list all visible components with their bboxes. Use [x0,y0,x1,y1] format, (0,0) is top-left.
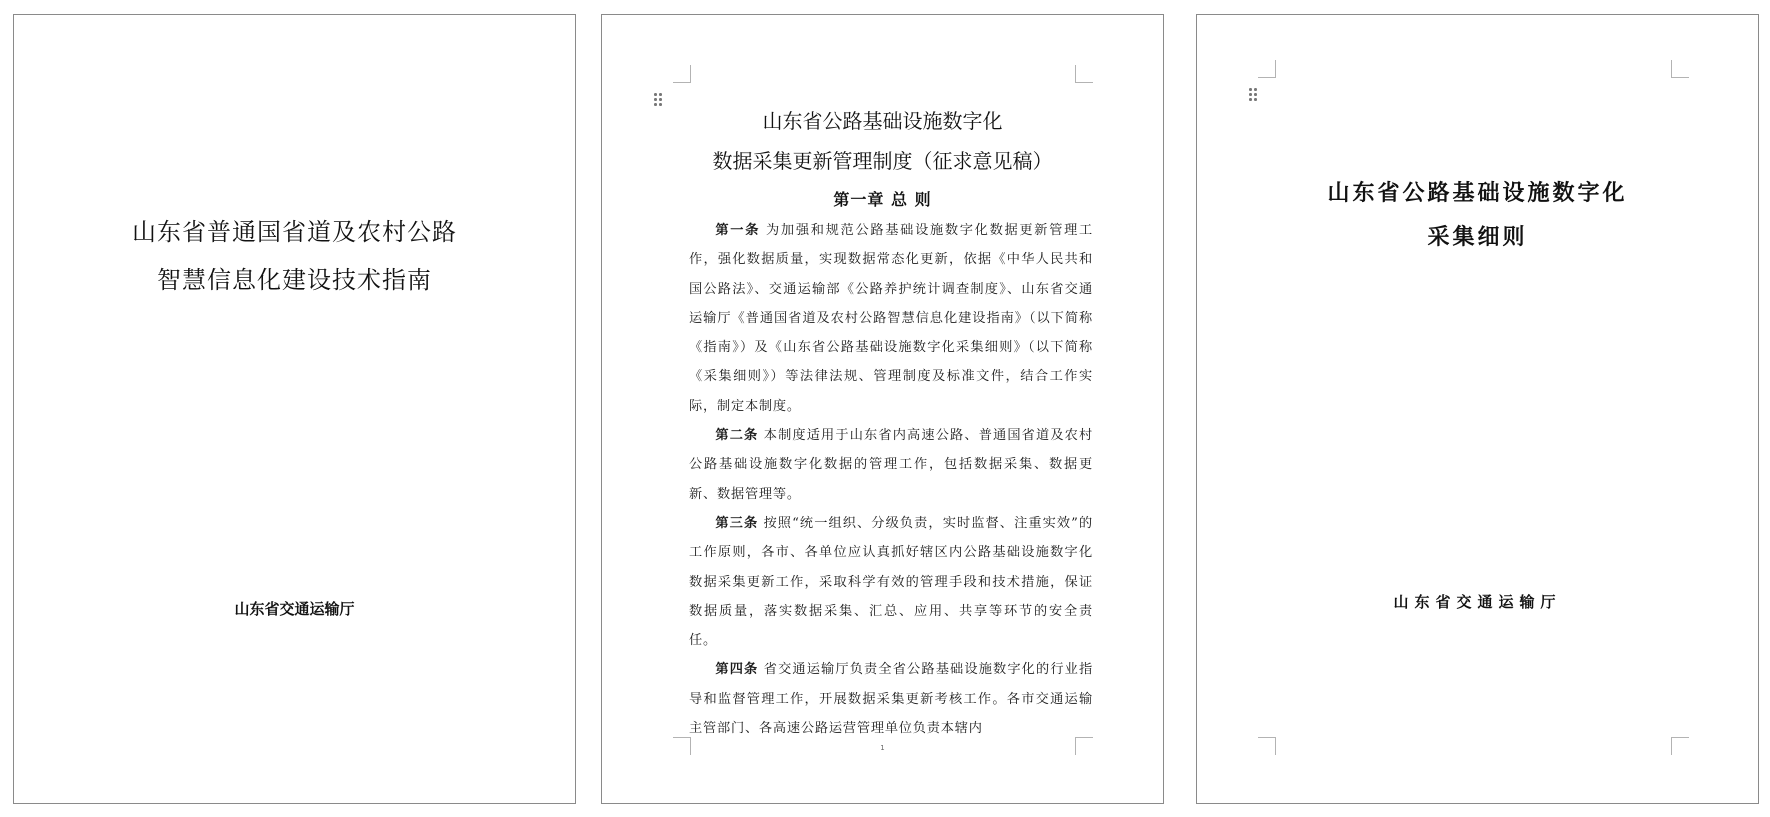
margin-corner-bottom-left [1258,737,1276,755]
page-3-title-line-2: 采集细则 [1427,225,1528,250]
margin-corner-top-right [1671,60,1689,78]
article-label: 第一条 [715,223,761,238]
margin-corner-top-left [1258,60,1276,78]
page-3-title [1197,172,1758,260]
article-label: 第四条 [715,662,759,678]
article-text: 省交通运输厅负责全省公路基础设施数字化的行业指导和监督管理工作，开展数据采集更新考核工作。各市交通运输主管部门、各高速公路运营管理单位负责本辖内 [689,662,1093,737]
article-label: 第二条 [715,428,759,444]
article-text: 按照“统一组织、分级负责，实时监督、注重实效”的工作原则，各市、各单位应认真抓好辖区内公路基础设施数字化数据采集更新工作，采取科学有效的管理手段和技术措施，保证数据质量，落实数据采集、汇总、应用、共享等环节的安全责任。 [689,515,1094,649]
article-paragraph [689,421,1093,509]
page-2-body [689,216,1093,743]
article-text: 为加强和规范公路基础设施数字化数据更新管理工作，强化数据质量，实现数据常态化更新，依据《中华人民共和国公路法》、交通运输部《公路养护统计调查制度》、山东省交通运输厅《普通国省道及农村公路智慧信息化建设指南》（以下简称《指南》）及《山东省公路基础设施数字化采集细则》（以下简称《采集细则》）等法律法规、管理制度及标准文件，结合工作实际，制定本制度。 [689,223,1093,414]
page-2-title-line-1: 山东省公路基础设施数字化 [762,109,1003,133]
page-2-title [602,101,1163,181]
page-1-organization: 山东省交通运输厅 [234,600,355,618]
article-paragraph [689,509,1093,655]
article-paragraph [689,216,1093,421]
page-1-title [14,208,575,304]
margin-corner-top-right [1075,65,1093,83]
document-page-3 [1196,14,1759,804]
article-label: 第三条 [715,515,759,531]
article-text: 本制度适用于山东省内高速公路、普通国省道及农村公路基础设施数字化数据的管理工作，包括数据采集、数据更新、数据管理等。 [689,428,1093,502]
page-1-title-line-1: 山东省普通国省道及农村公路 [132,218,457,246]
page-3-title-line-1: 山东省公路基础设施数字化 [1327,181,1628,206]
page-1-title-line-2: 智慧信息化建设技术指南 [157,266,432,294]
article-paragraph [689,655,1093,743]
margin-corner-top-left [673,65,691,83]
chapter-heading: 第一章 总 则 [833,190,932,209]
document-page-1 [13,14,576,804]
page-2-title-line-2: 数据采集更新管理制度（征求意见稿） [712,149,1053,173]
drag-handle-icon[interactable] [1249,88,1259,102]
page-3-organization: 山东省交通运输厅 [1393,593,1562,611]
margin-corner-bottom-right [1671,737,1689,755]
document-page-2 [601,14,1164,804]
page-number: 1 [880,744,885,752]
